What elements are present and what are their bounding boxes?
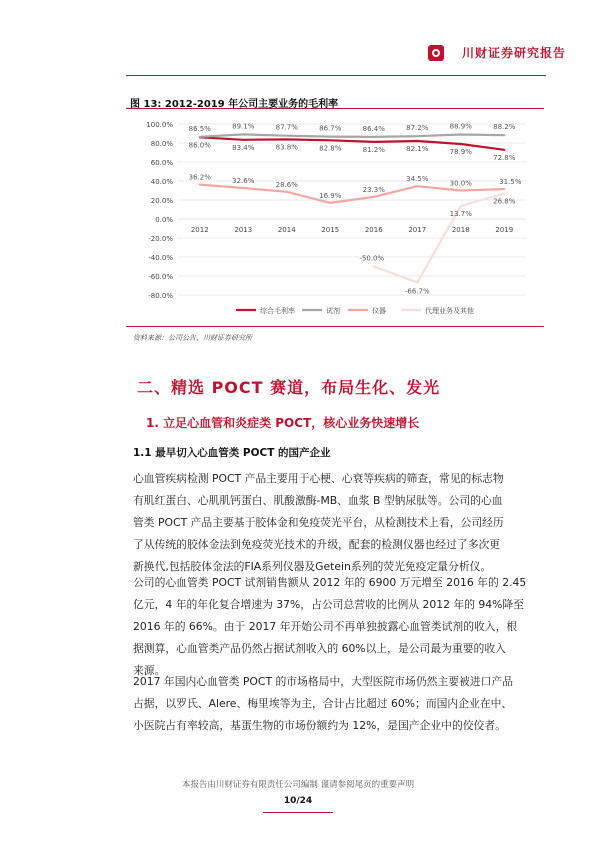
y-tick-label: -80.0% <box>148 292 173 300</box>
data-label: -50.0% <box>359 254 385 263</box>
paragraph-line: 公司的心血管类 POCT 试剂销售额从 2012 年的 6900 万元增至 2016 年的 2.45 <box>133 576 527 589</box>
data-label: 36.2% <box>188 173 211 182</box>
paragraph-1 <box>133 468 543 578</box>
data-label: 88.9% <box>449 122 472 131</box>
paragraph-2 <box>133 572 543 682</box>
subsection-heading: 1. 立足心血管和炎症类 POCT，核心业务快速增长 <box>146 416 420 430</box>
data-label: 86.7% <box>319 124 342 133</box>
page-number: 10/24 <box>283 796 313 806</box>
y-tick-label: 100.0% <box>146 121 173 129</box>
legend-label: 仪器 <box>372 307 386 315</box>
y-tick-label: 0.0% <box>155 216 173 224</box>
paragraph-3 <box>133 671 543 737</box>
data-label: 72.8% <box>493 153 516 162</box>
data-label: 82.1% <box>406 145 429 154</box>
data-label: 26.8% <box>493 197 516 206</box>
y-tick-label: 80.0% <box>150 140 173 148</box>
y-tick-label: -20.0% <box>148 235 173 243</box>
data-label: 83.4% <box>232 143 255 152</box>
x-tick-label: 2018 <box>451 226 470 234</box>
y-tick-label: 20.0% <box>150 197 173 205</box>
y-tick-label: 40.0% <box>150 178 173 186</box>
figure-bottom-rule <box>126 326 544 327</box>
data-label: 34.5% <box>406 175 429 184</box>
paragraph-line: 了从传统的胶体金法到免疫荧光技术的升级，配套的检测仪器也经过了多次更 <box>133 538 501 551</box>
data-label: -66.7% <box>404 287 430 296</box>
section-heading: 二、精选 POCT 赛道，布局生化、发光 <box>137 378 441 397</box>
paragraph-line: 有肌红蛋白、心肌肌钙蛋白、肌酸激酶-MB、血浆 B 型钠尿肽等。公司的心血 <box>133 494 503 507</box>
figure-source: 资料来源：公司公告，川财证券研究所 <box>133 334 252 342</box>
data-label: 83.8% <box>275 143 298 152</box>
x-tick-label: 2016 <box>364 226 383 234</box>
subsubsection-heading: 1.1 最早切入心血管类 POCT 的国产企业 <box>133 447 331 459</box>
legend-label: 代理业务及其他 <box>425 307 474 315</box>
data-label: 88.2% <box>493 123 516 132</box>
legend-label: 综合毛利率 <box>260 307 295 315</box>
paragraph-line: 管类 POCT 产品主要基于胶体金和免疫荧光平台，从检测技术上看，公司经历 <box>133 516 504 529</box>
data-label: 13.7% <box>449 209 472 218</box>
paragraph-line: 来源。 <box>133 664 166 677</box>
data-label: 32.6% <box>232 177 255 186</box>
margin-rate-chart <box>126 110 544 325</box>
paragraph-line: 新换代,包括胶体金法的FIA系列仪器及Getein系列的荧光免疫定量分析仪。 <box>133 560 492 573</box>
figure-title: 图 13: 2012-2019 年公司主要业务的毛利率 <box>130 99 339 110</box>
x-tick-label: 2013 <box>234 226 253 234</box>
data-label: 81.2% <box>362 145 385 154</box>
paragraph-line: 2016 年的 66%。由于 2017 年开始公司不再单独披露心血管类试剂的收入，根 <box>133 620 518 633</box>
y-tick-label: -60.0% <box>148 273 173 281</box>
data-label: 16.9% <box>319 191 342 200</box>
x-tick-label: 2017 <box>408 226 427 234</box>
data-label: 86.5% <box>188 124 211 133</box>
x-tick-label: 2014 <box>277 226 296 234</box>
paragraph-line: 小医院占有率较高，基蛋生物的市场份额约为 12%，是国产企业中的佼佼者。 <box>133 719 506 732</box>
y-tick-label: -40.0% <box>148 254 173 262</box>
data-label: 87.2% <box>406 124 429 133</box>
header-divider <box>126 75 546 76</box>
footer-disclaimer: 本报告由川财证券有限责任公司编制 谨请参阅尾页的重要声明 <box>181 780 415 790</box>
x-tick-label: 2019 <box>495 226 514 234</box>
data-label: 86.0% <box>188 141 211 150</box>
data-label: 30.0% <box>449 179 472 188</box>
paragraph-line: 心血管疾病检测 POCT 产品主要用于心梗、心衰等疾病的筛查，常见的标志物 <box>133 472 504 485</box>
series-line-1 <box>200 134 505 137</box>
data-label: 28.6% <box>275 180 298 189</box>
data-label: 31.5% <box>499 178 522 187</box>
paragraph-line: 占据，以罗氏、Alere、梅里埃等为主，合计占比超过 60%；而国内企业在中、 <box>133 697 513 710</box>
data-label: 87.7% <box>275 123 298 132</box>
figure-top-rule <box>126 108 544 109</box>
x-tick-label: 2015 <box>321 226 340 234</box>
x-tick-label: 2012 <box>190 226 209 234</box>
brand-title: 川财证券研究报告 <box>461 46 566 60</box>
data-label: 86.4% <box>362 124 385 133</box>
page-number-rule <box>263 812 333 813</box>
data-label: 82.8% <box>319 144 342 153</box>
line-chart-svg <box>126 110 544 325</box>
chuancai-logo-icon <box>428 45 444 61</box>
paragraph-line: 据测算，心血管类产品仍然占据试剂收入的 60%以上，是公司最为重要的收入 <box>133 642 506 655</box>
data-label: 78.9% <box>449 148 472 157</box>
y-tick-label: 60.0% <box>150 159 173 167</box>
paragraph-line: 亿元，4 年的年化复合增速为 37%，占公司总营收的比例从 2012 年的 94%降至 <box>133 598 525 611</box>
paragraph-line: 2017 年国内心血管类 POCT 的市场格局中，大型医院市场仍然主要被进口产品 <box>133 675 514 688</box>
data-label: 23.3% <box>362 185 385 194</box>
legend-label: 试剂 <box>326 307 340 315</box>
data-label: 89.1% <box>232 122 255 131</box>
report-brand <box>428 44 566 61</box>
